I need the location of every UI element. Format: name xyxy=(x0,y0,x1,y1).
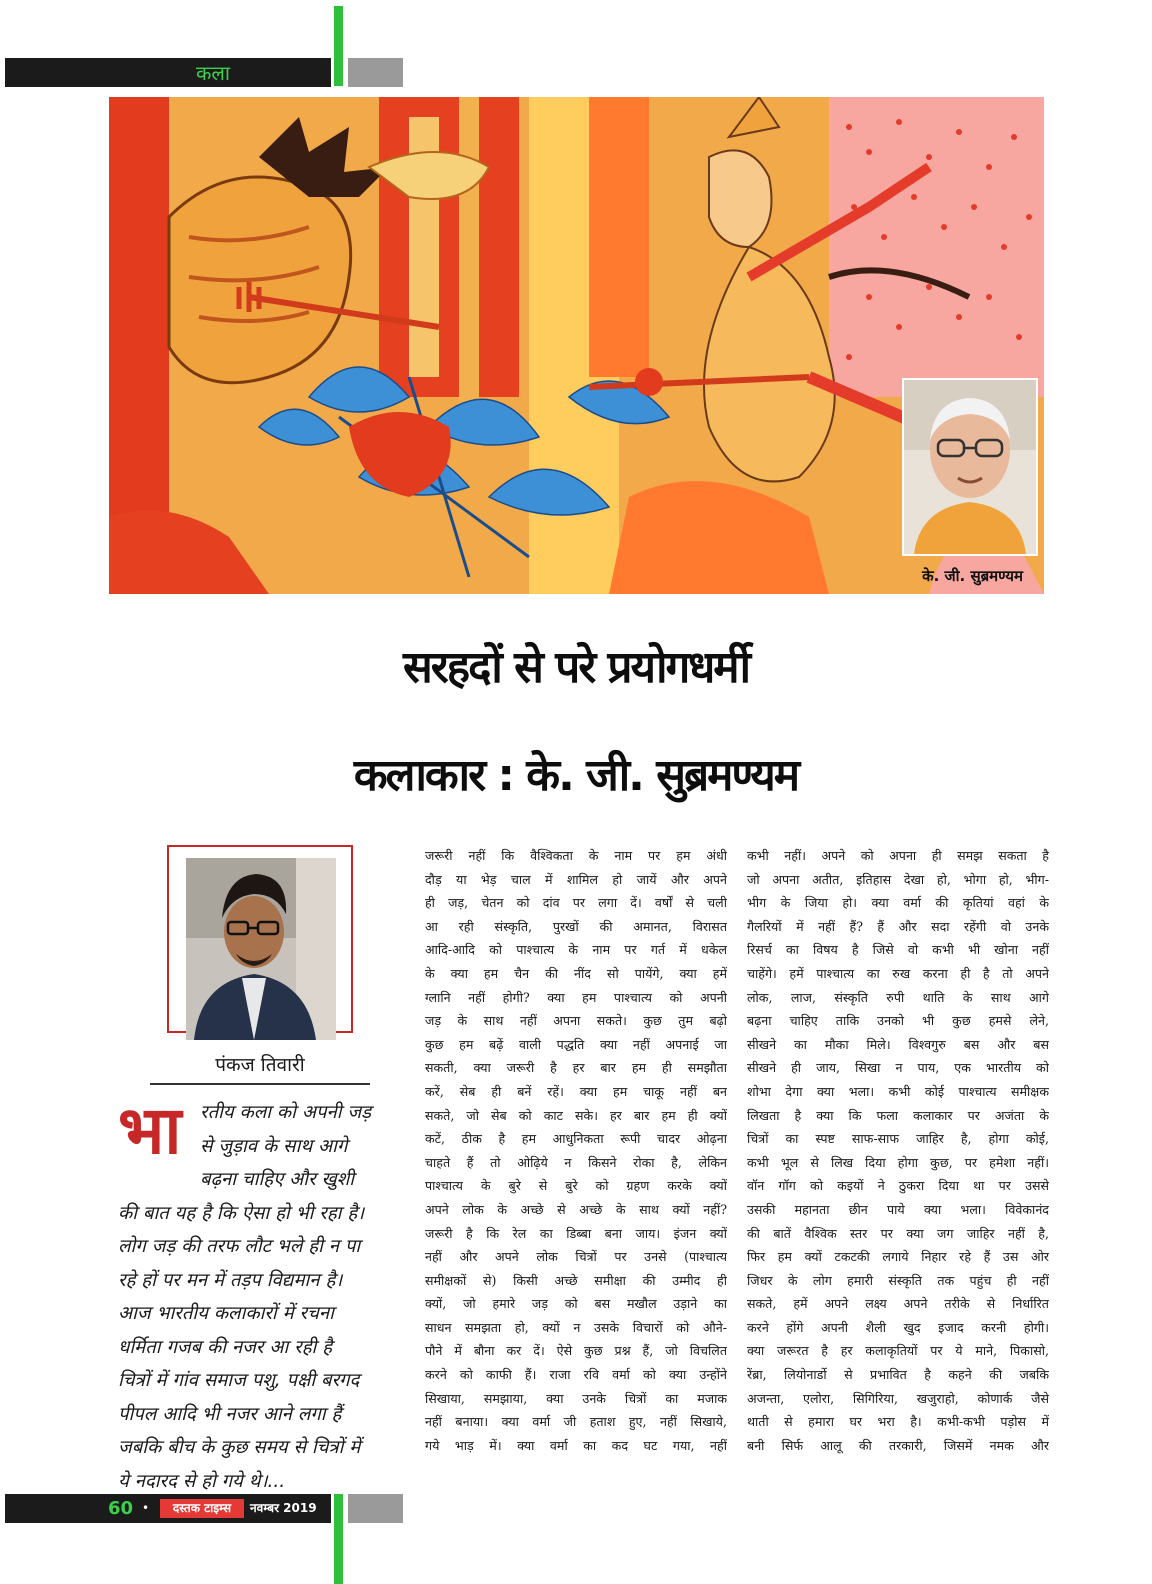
body-line: थाती से हमारा घर भरा है। कभी-कभी पड़ोस में xyxy=(747,1414,1049,1430)
body-line: रेंब्रा, लियोनार्डो से प्रभावित है कहने की जबकि xyxy=(747,1367,1049,1383)
footer-bar-accent xyxy=(334,1494,343,1584)
body-line: सकते, हमें अपने लक्ष्य अपने तरीके से निर्धारित xyxy=(747,1296,1049,1312)
body-line: नहीं बनाया। क्या वर्मा जी हताश हुए, नहीं सिखाये, xyxy=(425,1414,727,1430)
intro-line: आज भारतीय कलाकारों में रचना xyxy=(118,1303,334,1324)
body-line: ग्लानि नहीं होगी? क्या हम पाश्चात्य को अपनी xyxy=(425,989,727,1005)
body-line: साधन समझता हो, क्यों न उसके विचारों को औने- xyxy=(425,1319,727,1335)
body-line: कुछ हम बढ़ें वाली पद्धति क्या नहीं अपनाई जा xyxy=(425,1036,727,1052)
body-line: गये भाड़ में। क्या वर्मा का कद घट गया, नहीं xyxy=(425,1437,727,1453)
section-bar-tab xyxy=(348,58,403,87)
body-line: चाहेंगे। हमें पाश्चात्य का रुख करना ही है तो अपने xyxy=(747,965,1049,981)
body-line: भीग के जिया हो। क्या वर्मा की कृतियां वहां के xyxy=(747,895,1049,911)
author-divider xyxy=(150,1083,370,1085)
body-line: करें, सेब ही बनें रहें। क्या हम चाकू नहीं बन xyxy=(425,1083,727,1099)
author-photo xyxy=(186,858,336,1040)
magazine-logo: दस्तक टाइम्स xyxy=(160,1499,244,1518)
intro-line: लोग जड़ की तरफ लौट भले ही न पा xyxy=(118,1236,361,1257)
body-line: आ रही संस्कृति, पुरखों की अमानत, विरासत xyxy=(425,918,727,934)
body-line: बढ़ना चाहिए ताकि उनको भी कुछ हमसे लेने, xyxy=(747,1013,1049,1029)
body-line: जड़ के साथ नहीं अपना सकते। कुछ तुम बढ़ो xyxy=(425,1013,727,1029)
body-line: आदि-आदि को पाश्चात्य के नाम पर गर्त में धकेल xyxy=(425,942,727,958)
intro-line: बढ़ना चाहिए और खुशी xyxy=(200,1169,355,1190)
body-line: पाश्चात्य के बुरे से बुरे को ग्रहण करके क्यों xyxy=(425,1178,727,1194)
body-line: सीखने का मौका मिले। विश्वगुरु बस और बस xyxy=(747,1036,1049,1052)
body-line: सकती, क्या जरूरी है हर बार हम ही समझौता xyxy=(425,1060,727,1076)
issue-date: नवम्बर 2019 xyxy=(250,1501,317,1515)
body-line: कभी नहीं। अपने को अपना ही समझ सकता है xyxy=(747,848,1049,863)
body-line: कटें, ठीक है हम आधुनिकता रूपी चादर ओढ़ना xyxy=(425,1131,727,1147)
body-line: लोक, लाज, संस्कृति रुपी थाति के साथ आगे xyxy=(747,989,1049,1005)
body-line: सिखाया, समझाया, क्या उनके चित्रों का मजाक xyxy=(425,1390,727,1406)
intro-line: रतीय कला को अपनी जड़ xyxy=(200,1102,372,1123)
body-line: रिसर्च का विषय है जिसे वो कभी भी खोना नहीं xyxy=(747,942,1049,958)
footer-bar-tab xyxy=(348,1494,403,1523)
body-line: चाहते हैं तो ओढ़िये न किसने रोका है, लेकिन xyxy=(425,1154,727,1170)
body-line: वॉन गॉग को कइयों ने ठुकरा दिया था पर उससे xyxy=(747,1178,1049,1194)
body-line: सकते, जो सेब को काट सके। हर बार हम ही क्यों xyxy=(425,1107,727,1123)
intro-line: चित्रों में गांव समाज पशु, पक्षी बरगद xyxy=(118,1370,360,1391)
body-column-3 xyxy=(747,844,1049,1457)
body-line: पौने में बौना कर दें। ऐसे कुछ प्रश्न हैं, जो विचलित xyxy=(425,1343,727,1359)
intro-line: पीपल आदि भी नजर आने लगा हैं xyxy=(118,1403,342,1425)
body-line: गैलरियों में नहीं हैं? हैं और सदा रहेंगी वो उनके xyxy=(747,918,1049,934)
body-line: अजन्ता, एलोरा, सिगिरिया, खजुराहो, कोणार्क जैसे xyxy=(747,1390,1049,1406)
portrait-caption: के. जी. सुब्रमण्यम xyxy=(922,567,1023,585)
body-line: करने होंगे अपनी शैली खुद इजाद करनी होगी। xyxy=(747,1319,1049,1335)
artist-portrait xyxy=(902,378,1038,556)
page-number: 60 xyxy=(108,1498,134,1519)
intro-line: रहे हों पर मन में तड़प विद्यमान है। xyxy=(118,1269,343,1291)
intro-line: जबकि बीच के कुछ समय से चित्रों में xyxy=(118,1437,361,1458)
section-bar-accent xyxy=(334,6,343,86)
drop-cap: भा xyxy=(118,1092,182,1169)
intro-paragraph xyxy=(118,1096,408,1498)
body-line: जरूरी नहीं कि वैश्विकता के नाम पर हम अंधी xyxy=(425,848,727,863)
intro-line: धर्मिता गजब की नजर आ रही है xyxy=(118,1336,333,1358)
body-line: लिखता है क्या कि फला कलाकार पर अजंता के xyxy=(747,1107,1049,1123)
intro-line: की बात यह है कि ऐसा हो भी रहा है। xyxy=(118,1202,365,1224)
body-line: अपने लोक के अच्छे से अच्छे के साथ क्यों नहीं? xyxy=(425,1201,727,1217)
intro-line: से जुड़ाव के साथ आगे xyxy=(200,1135,348,1157)
body-line: नहीं और अपने लोक चित्रों पर उनसे (पाश्चात्य xyxy=(425,1249,727,1265)
body-line: सीखने ही जाय, सिखा न पाय, एक भारतीय को xyxy=(747,1060,1049,1076)
body-line: ही जड़, चेतन को दांव पर लगा दें। वर्षों से चली xyxy=(425,895,727,911)
body-line: दौड़ या भेड़ चाल में शामिल हो जायें और अपने xyxy=(425,871,727,887)
headline-line-1: सरहदों से परे प्रयोगधर्मी xyxy=(402,642,750,693)
body-line: उसकी महानता छीन पाये क्या भला। विवेकानंद xyxy=(747,1201,1049,1217)
body-line: के क्या हम चैन की नींद सो पायेंगे, क्या हमें xyxy=(425,965,727,981)
section-bar xyxy=(5,58,331,87)
intro-line: ये नदारद से हो गये थे।... xyxy=(118,1470,286,1492)
body-line: क्या जरूरत है हर कलाकृतियों पर ये माने, पिकासो, xyxy=(747,1343,1049,1359)
body-line: जो अपना अतीत, इतिहास देखा हो, भोगा हो, भीग- xyxy=(747,871,1049,887)
footer-separator: • xyxy=(142,1501,150,1515)
body-line: जरूरी है कि रेल का डिब्बा बना जाय। इंजन क्यों xyxy=(425,1225,727,1241)
headline-line-2: कलाकार : के. जी. सुब्रमण्यम xyxy=(353,750,799,801)
body-line: जिधर के लोग हमारी संस्कृति तक पहुंच ही नहीं xyxy=(747,1272,1049,1288)
body-line: फिर हम क्यों टकटकी लगाये निहार रहे हैं उस ओर xyxy=(747,1249,1049,1265)
body-column-2 xyxy=(425,844,727,1457)
body-line: समीक्षकों से) किसी अच्छे समीक्षा की उम्मीद ही xyxy=(425,1272,727,1288)
body-line: बनी सिर्फ आलू की तरकारी, जिसमें नमक और xyxy=(747,1437,1049,1453)
body-line: करने को काफी हैं। राजा रवि वर्मा को क्या उन्होंने xyxy=(425,1367,727,1383)
body-line: चित्रों का स्पष्ट साफ-साफ जाहिर है, होगा कोई, xyxy=(747,1131,1049,1147)
body-line: की बातें वैश्विक स्तर पर क्या जग जाहिर नहीं है, xyxy=(747,1225,1049,1241)
body-line: शोभा देगा क्या भला। कभी कोई पाश्चात्य समीक्षक xyxy=(747,1083,1049,1099)
section-label: कला xyxy=(196,61,231,85)
author-name: पंकज तिवारी xyxy=(215,1054,305,1076)
body-line: कभी भूल से लिख दिया होगा कुछ, पर हमेशा नहीं। xyxy=(747,1154,1049,1170)
body-line: क्यों, जो हमारे जड़ को बस मखौल उड़ाने का xyxy=(425,1296,727,1312)
